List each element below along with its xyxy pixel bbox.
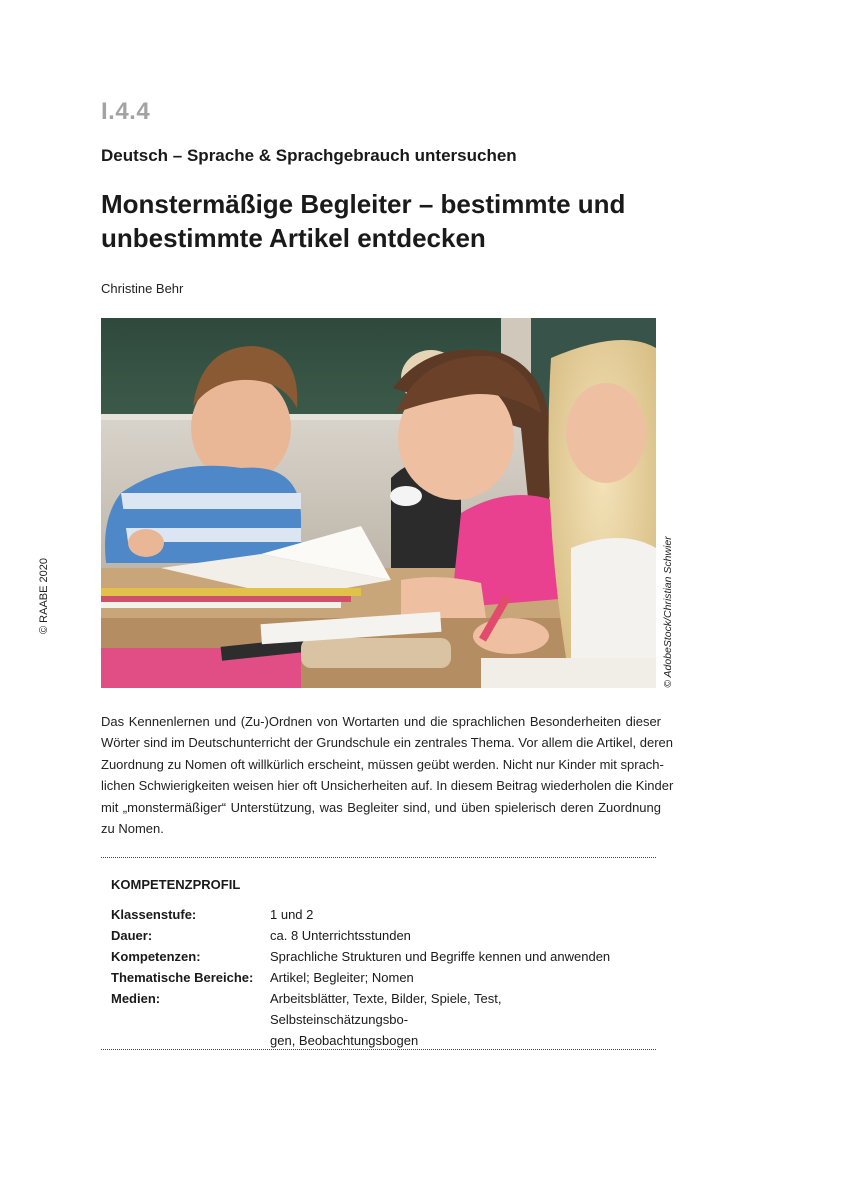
classroom-photo xyxy=(101,318,656,688)
classroom-photo-illustration xyxy=(101,318,656,688)
profile-value-line: gen, Beobachtungsbogen xyxy=(270,1033,419,1048)
profile-row-duration xyxy=(111,925,651,946)
competence-profile xyxy=(111,904,651,1051)
divider-bottom xyxy=(101,1049,656,1050)
profile-row-topics xyxy=(111,967,651,988)
copyright-notice: © RAABE 2020 xyxy=(38,558,50,634)
intro-line: Zuordnung zu Nomen oft willkürlich erscheint, müssen geübt werden. Nicht nur Kinder mit sprach- xyxy=(101,756,664,772)
profile-label: Dauer: xyxy=(111,928,153,943)
profile-label: Thematische Bereiche: xyxy=(111,970,254,985)
profile-value-line: Arbeitsblätter, Texte, Bilder, Spiele, Test, Selbsteinschätzungsbo- xyxy=(270,991,502,1027)
profile-label: Kompetenzen: xyxy=(111,949,201,964)
profile-value xyxy=(270,988,640,1051)
intro-line: zu Nomen. xyxy=(101,821,164,837)
profile-value: Sprachliche Strukturen und Begriffe kennen und anwenden xyxy=(270,949,611,964)
intro-line: Wörter sind im Deutschunterricht der Grundschule ein zentrales Thema. Vor allem die Artikel, deren xyxy=(101,735,674,751)
profile-row-competences xyxy=(111,946,651,967)
subject-heading: Deutsch – Sprache & Sprachgebrauch untersuchen xyxy=(101,146,517,165)
profile-row-grade xyxy=(111,904,651,925)
intro-paragraph xyxy=(101,711,674,839)
profile-label: Medien: xyxy=(111,991,161,1006)
competence-profile-title: KOMPETENZPROFIL xyxy=(111,877,241,892)
profile-label: Klassenstufe: xyxy=(111,907,197,922)
intro-line: lichen Schwierigkeiten weisen hier oft Unsicherheiten auf. In diesem Beitrag wiederholen die Kinder xyxy=(101,778,674,794)
photo-credit: © AdobeStock/Christian Schwier xyxy=(662,536,674,688)
divider-top xyxy=(101,857,656,858)
title-line-2: unbestimmte Artikel entdecken xyxy=(101,223,486,253)
profile-value: Artikel; Begleiter; Nomen xyxy=(270,970,414,985)
profile-row-media xyxy=(111,988,651,1051)
profile-value: ca. 8 Unterrichtsstunden xyxy=(270,928,411,943)
intro-line: Das Kennenlernen und (Zu-)Ordnen von Wortarten und die sprachlichen Besonderheiten dieser xyxy=(101,714,661,729)
author-name: Christine Behr xyxy=(101,281,184,296)
chapter-code: I.4.4 xyxy=(101,98,151,125)
title-line-1: Monstermäßige Begleiter – bestimmte und xyxy=(101,189,626,219)
page-title xyxy=(101,187,701,255)
intro-line: mit „monstermäßiger“ Unterstützung, was Begleiter sind, und üben spielerisch deren Zuordnung xyxy=(101,799,661,815)
profile-value: 1 und 2 xyxy=(270,907,314,922)
